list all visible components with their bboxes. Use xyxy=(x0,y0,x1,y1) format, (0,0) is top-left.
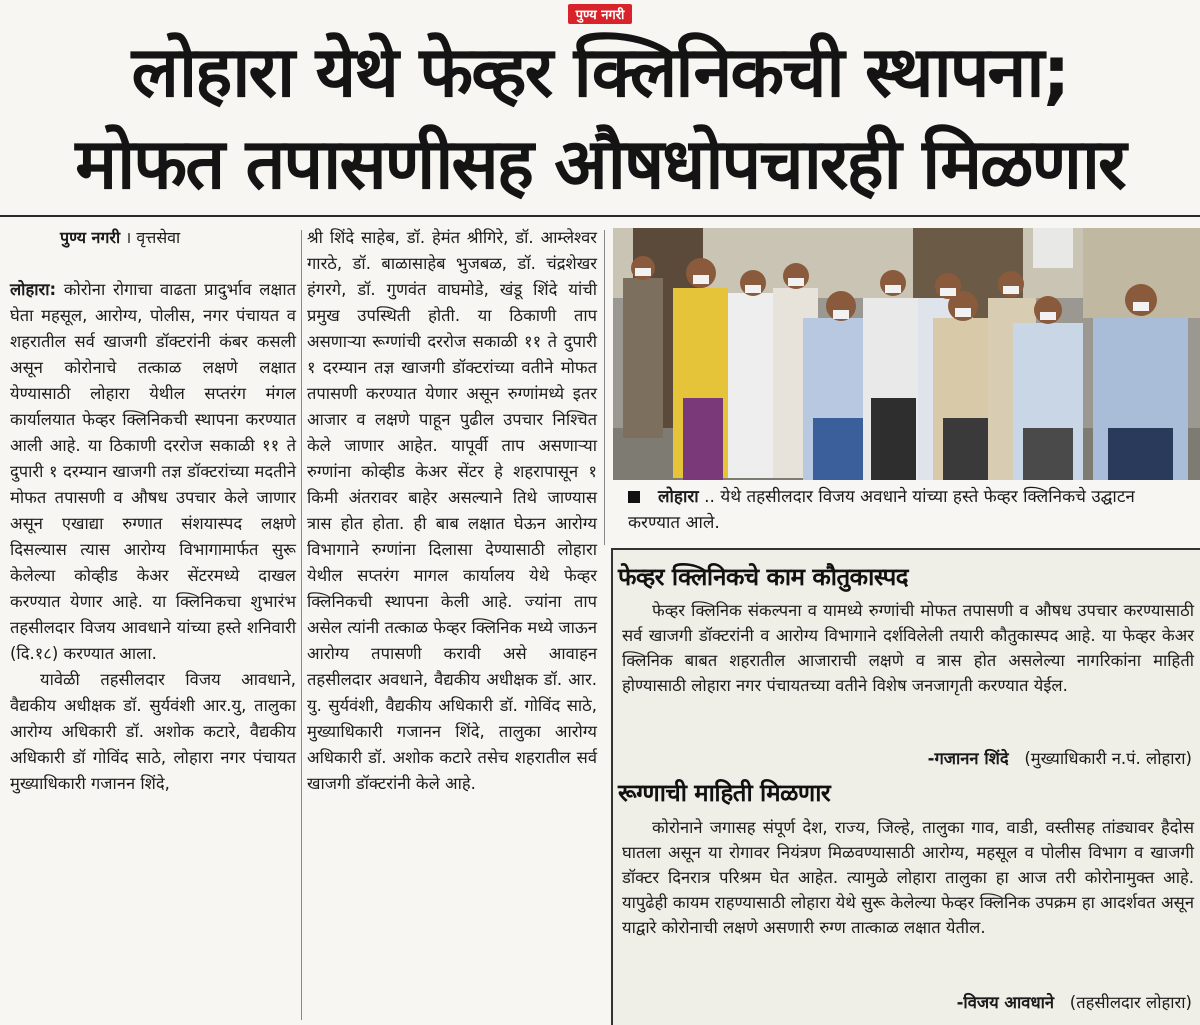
column-divider xyxy=(301,230,302,1020)
article-paragraph: यावेळी तहसीलदार विजय आवधाने, वैद्यकीय अधीक्षक डॉ. सुर्यवंशी आर.यु, तालुका आरोग्य अधिकारी डॉ. अशोक कटारे, वैद्यकीय अधिकारी डॉ गोविंद साठे, लोहारा नगर पंचायत मुख्याधिकारी गजानन शिंदे, xyxy=(10,670,296,793)
box1-signature-role: (मुख्याधिकारी न.पं. लोहारा) xyxy=(1024,749,1192,768)
box2-signature-name: -विजय आवधाने xyxy=(956,993,1055,1012)
article-column-1 xyxy=(10,225,296,797)
article-paragraph xyxy=(10,277,296,667)
box1-heading: फेव्हर क्लिनिकचे काम कौतुकास्पद xyxy=(618,563,909,591)
photo-caption xyxy=(628,484,1188,536)
headline-rule xyxy=(0,215,1200,217)
box2-text: कोरोनाने जगासह संपूर्ण देश, राज्य, जिल्हे, तालुका गाव, वाडी, वस्तीसह तांड्यावर हैदोस घातला असून या रोगावर नियंत्रण मिळवण्यासाठी आरोग्य, महसूल व पोलीस विभाग व खाजगी डॉक्टर दिनरात्र परिश्रम घेत आहेत. त्यामुळे लोहारा तालुका हा आज तरी कोरोनामुक्त आहे. यापुढेही कायम राहण्यासाठी लोहारा येथे सुरू केलेल्या फेव्हर क्लिनिक उपक्रम हा आदर्शवत असून याद्वारे कोरोनाची लक्षणे असणारी रुग्ण तात्काळ लक्षात येतील. xyxy=(622,818,1194,937)
byline-service: वृत्तसेवा xyxy=(136,228,181,247)
byline-separator: । xyxy=(120,228,137,247)
article-text: कोरोना रोगाचा वाढता प्रादुर्भाव लक्षात घेता महसूल, आरोग्य, पोलीस, नगर पंचायत व शहरातील सर्व खाजगी डॉक्टरांनी कंबर कसली असून कोरोनाचे तत्काळ लक्षणे लक्षात येण्यासाठी लोहारा येथील सप्तरंग मंगल कार्यालयात फेव्हर क्लिनिकची स्थापना करण्यात आली आहे. या ठिकाणी दररोज सकाळी ११ ते दुपारी १ दरम्यान खाजगी तज्ञ डॉक्टरांच्या मदतीने मोफत तपासणी व औषध उपचार केले जाणार असून एखाद्या रुग्णात संशयास्पद लक्षणे दिसल्यास त्यास आरोग्य विभागामार्फत सुरू केलेल्या कोव्हीड केअर सेंटरमध्ये दाखल करण्यात येणार आहे. या क्लिनिकचा शुभारंभ तहसीलदार विजय आवधाने यांच्या हस्ते शनिवारी (दि.१८) करण्यात आला. xyxy=(10,280,296,663)
masthead-logo: पुण्य नगरी xyxy=(0,4,1200,24)
box1-signature xyxy=(622,746,1192,769)
box1-text: फेव्हर क्लिनिक संकल्पना व यामध्ये रुग्णांची मोफत तपासणी व औषध उपचार करण्यासाठी सर्व खाजगी डॉक्टरांनी व आरोग्य विभागाने दर्शविलेली तयारी कौतुकास्पद आहे. या फेव्हर केअर क्लिनिक बाबत शहरातील आजाराची लक्षणे व त्रास होत असलेल्या नागरिकांना माहिती होण्यासाठी लोहारा नगर पंचायतच्या वतीने विशेष जनजागृती करण्यात येईल. xyxy=(622,601,1194,695)
byline-paper: पुण्य नगरी xyxy=(60,228,121,247)
article-column-2 xyxy=(307,225,597,797)
square-bullet-icon xyxy=(628,491,640,503)
box2-signature-role: (तहसीलदार लोहारा) xyxy=(1069,993,1192,1012)
caption-separator: .. xyxy=(698,487,721,507)
headline-line-2: मोफत तपासणीसह औषधोपचारही मिळणार xyxy=(75,123,1125,205)
caption-place: लोहारा xyxy=(658,487,699,507)
box1-signature-name: -गजानन शिंदे xyxy=(927,749,1009,768)
box2-heading: रूग्णाची माहिती मिळणार xyxy=(618,779,831,807)
box2-signature xyxy=(622,990,1192,1013)
article-paragraph: श्री शिंदे साहेब, डॉ. हेमंत श्रीगिरे, डॉ. आम्लेश्वर गारठे, डॉ. बाळासाहेब भुजबळ, डॉ. चंद्रशेखर हंगरगे, डॉ. गुणवंत वाघमोडे, खंडू शिंदे यांची प्रमुख उपस्थिती होती. या ठिकाणी ताप असणाऱ्या रूग्णांची दररोज सकाळी ११ ते दुपारी १ दरम्यान तज्ञ खाजगी डॉक्टरांच्या वतीने मोफत तपासणी करण्यात येणार असून रुग्णांमध्ये इतर आजार व लक्षणे पाहून पुढील उपचार निश्चित केले जाणार आहेत. यापूर्वी ताप असणाऱ्या रुग्णांना कोव्हीड केअर सेंटर हे शहरापासून १ किमी अंतरावर बाहेर असल्याने तिथे जाण्यास त्रास होत होता. ही बाब लक्षात घेऊन आरोग्य विभागाने रुग्णांना दिलासा देण्यासाठी लोहारा येथील सप्तरंग मागल कार्यालय येथे फेव्हर क्लिनिकची स्थापना केली आहे. ज्यांना ताप असेल त्यांनी तत्काळ फेव्हर क्लिनिक मध्ये जाऊन आरोग्य तपासणी करावी असे आवाहन तहसीलदार अवधाने, वैद्यकीय अधीक्षक डॉ. आर. यु. सुर्यवंशी, वैद्यकीय अधिकारी डॉ. गोविंद साठे, मुख्याधिकारी गजानन शिंदे, तालुका आरोग्य अधिकारी डॉ. अशोक कटारे तसेच शहरातील सर्व खाजगी डॉक्टरांनी केले आहे. xyxy=(307,228,597,793)
caption-text: येथे तहसीलदार विजय अवधाने यांच्या हस्ते फेव्हर क्लिनिकचे उद्घाटन करण्यात आले. xyxy=(628,487,1135,533)
news-photo xyxy=(613,228,1200,480)
dateline: लोहारा: xyxy=(10,280,57,299)
headline-line-1: लोहारा येथे फेव्हर क्लिनिकची स्थापना; xyxy=(131,31,1069,113)
column-divider xyxy=(604,230,605,545)
byline xyxy=(10,225,296,251)
